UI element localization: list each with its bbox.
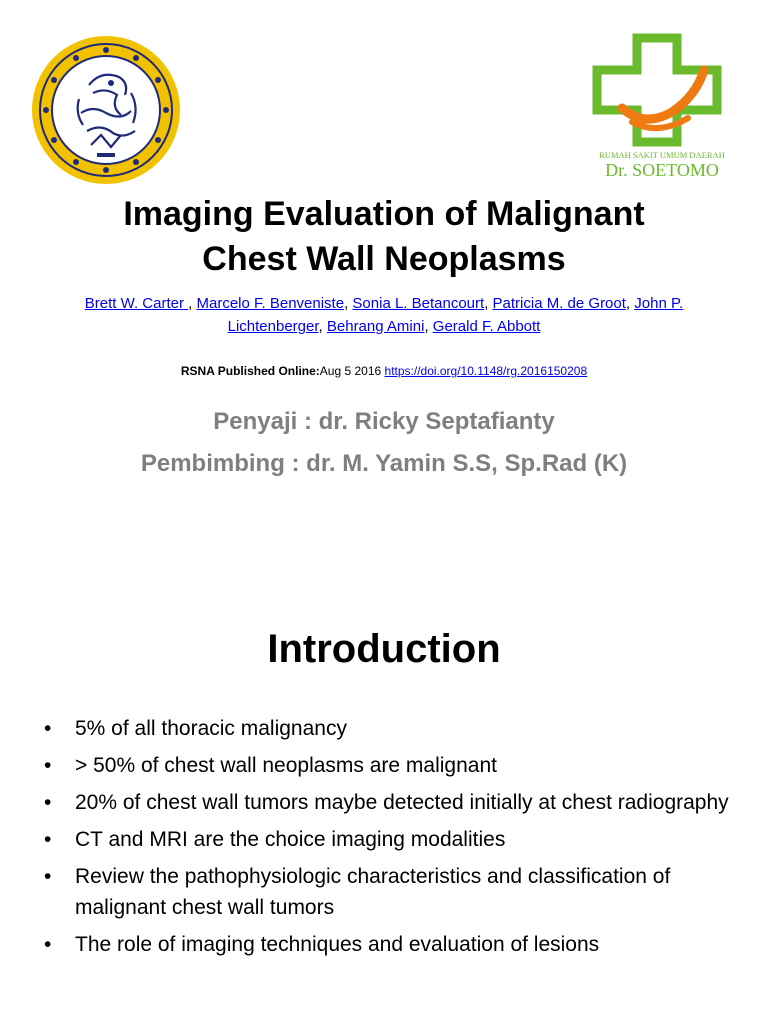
author-link[interactable]: Behrang Amini xyxy=(326,318,425,335)
list-item xyxy=(44,713,734,744)
bullet-icon: • xyxy=(44,865,52,888)
publication-info xyxy=(0,362,768,380)
introduction-title: Introduction xyxy=(267,627,501,671)
author-link[interactable]: Patricia M. de Groot xyxy=(492,295,626,312)
slide-divider xyxy=(0,510,768,590)
published-label: RSNA Published Online: xyxy=(180,364,320,378)
bullet-text: 20% of chest wall tumors maybe detected initially at chest radiography xyxy=(75,791,729,814)
bullet-text: CT and MRI are the choice imaging modalities xyxy=(75,828,506,851)
bullet-icon: • xyxy=(44,754,52,777)
author-link[interactable]: Brett W. Carter xyxy=(84,295,189,312)
bullet-text: 5% of all thoracic malignancy xyxy=(75,717,347,740)
author-link[interactable]: Sonia L. Betancourt xyxy=(352,295,485,312)
bullet-text: Review the pathophysiologic characteristics and classification of malignant chest wall tumors xyxy=(75,865,671,919)
title-slide xyxy=(0,0,768,510)
list-item xyxy=(44,929,734,960)
list-item xyxy=(44,861,734,923)
published-date: Aug 5 2016 xyxy=(319,364,382,378)
bullet-icon: • xyxy=(44,828,52,851)
bullet-icon: • xyxy=(44,933,52,956)
slide-title xyxy=(0,192,768,282)
author-link[interactable]: John P. Lichtenberger xyxy=(227,295,684,335)
presenter-name: Penyaji : dr. Ricky Septafianty xyxy=(213,408,555,435)
author-list: Brett W. Carter , Marcelo F. Benveniste, Sonia L. Betancourt, Patricia M. de Groot, John P. Lichtenberger, Behrang Amini, Gerald F. Abbott xyxy=(84,295,684,335)
hospital-name-line1: RUMAH SAKIT UMUM DAERAH xyxy=(599,150,725,160)
title-line-2: Chest Wall Neoplasms xyxy=(202,240,566,278)
list-item xyxy=(44,787,734,818)
hospital-name-line2: Dr. SOETOMO xyxy=(605,160,719,180)
author-link[interactable]: Marcelo F. Benveniste xyxy=(196,295,345,312)
list-item xyxy=(44,750,734,781)
bullet-icon: • xyxy=(44,717,52,740)
bullet-text: > 50% of chest wall neoplasms are malignant xyxy=(75,754,497,777)
hospital-cross-logo xyxy=(592,30,732,180)
supervisor-name: Pembimbing : dr. M. Yamin S.S, Sp.Rad (K) xyxy=(140,450,628,477)
title-line-1: Imaging Evaluation of Malignant xyxy=(123,195,645,233)
author-link[interactable]: Gerald F. Abbott xyxy=(432,318,541,335)
doi-link[interactable]: https://doi.org/10.1148/rg.2016150208 xyxy=(384,364,588,378)
list-item xyxy=(44,824,734,855)
university-seal-logo xyxy=(31,35,181,185)
bullet-text: The role of imaging techniques and evaluation of lesions xyxy=(75,933,600,956)
bullet-icon: • xyxy=(44,791,52,814)
presenter-block xyxy=(0,404,768,482)
bullet-list xyxy=(44,713,734,966)
